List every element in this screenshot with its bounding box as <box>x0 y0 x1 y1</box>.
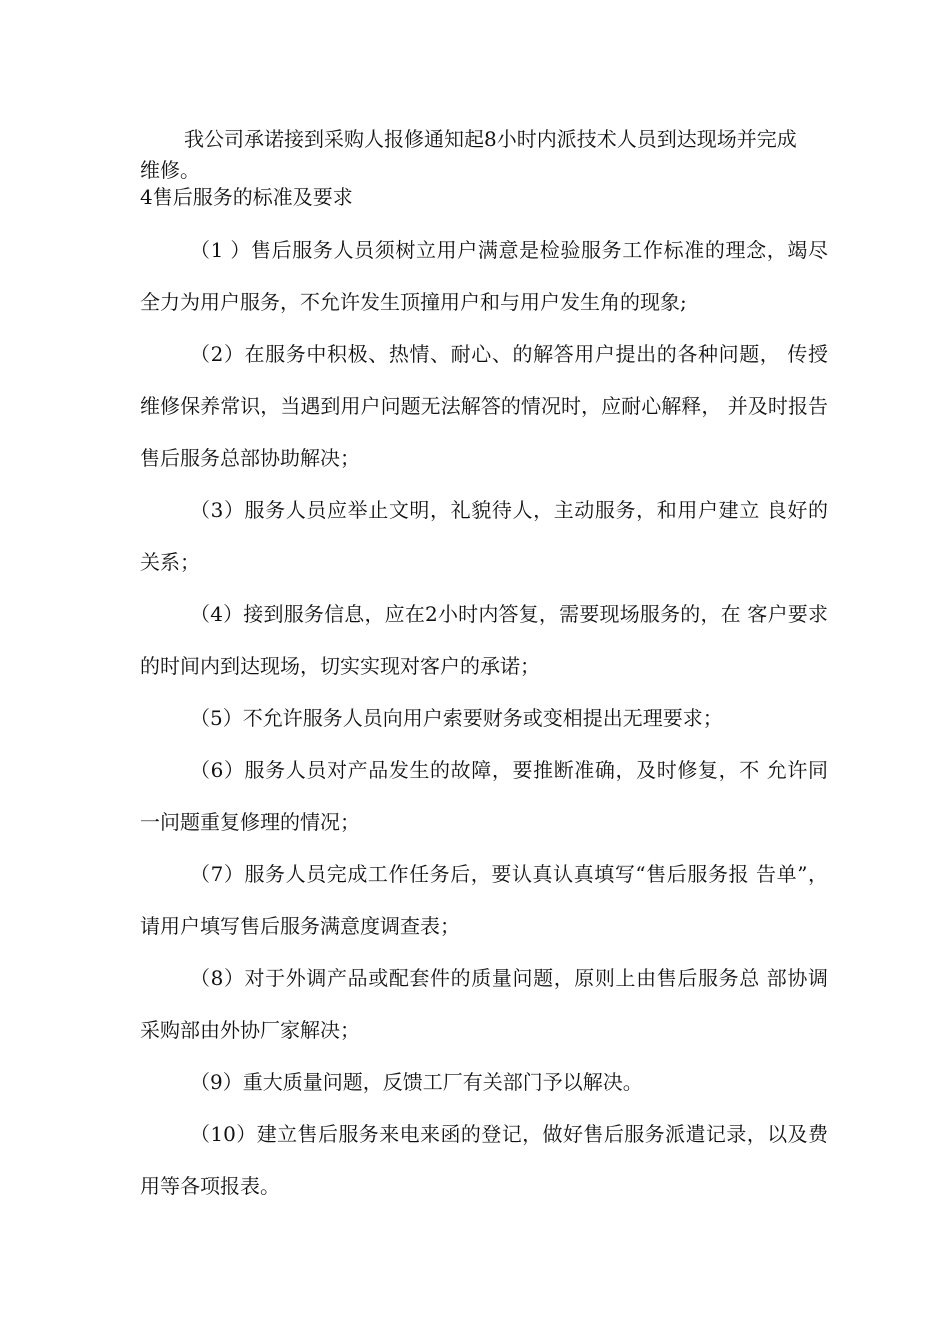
intro-paragraph: 我公司承诺接到采购人报修通知起8小时内派技术人员到达现场并完成维修。 <box>140 127 797 182</box>
list-item: （8）对于外调产品或配套件的质量问题，原则上由售后服务总 部协调采购部由外协厂家解决； <box>140 966 828 1042</box>
list-item: （3）服务人员应举止文明，礼貌待人，主动服务，和用户建立 良好的关系； <box>140 498 828 574</box>
list-item: （2）在服务中积极、热情、耐心、的解答用户提出的各种问题， 传授维修保养常识，当遇到用户问题无法解答的情况时，应耐心解释， 并及时报告售后服务总部协助解决； <box>140 342 828 470</box>
list-item: （5）不允许服务人员向用户索要财务或变相提出无理要求； <box>190 706 723 730</box>
list-item: （7）服务人员完成工作任务后，要认真认真填写“售后服务报 告单”，请用户填写售后服务满意度调查表； <box>140 862 828 938</box>
list-item: （1 ）售后服务人员须树立用户满意是检验服务工作标准的理念，竭尽全力为用户服务，不允许发生顶撞用户和与用户发生角的现象; <box>140 238 828 314</box>
list-item: （6）服务人员对产品发生的故障，要推断准确，及时修复，不 允许同一问题重复修理的情况； <box>140 758 828 834</box>
list-item: （10）建立售后服务来电来函的登记，做好售后服务派遣记录，以及费用等各项报表。 <box>140 1122 828 1198</box>
requirements-list <box>140 224 828 1212</box>
section-heading: 4售后服务的标准及要求 <box>140 185 353 209</box>
list-item: （9）重大质量问题，反馈工厂有关部门予以解决。 <box>190 1070 643 1094</box>
list-item: （4）接到服务信息，应在2小时内答复，需要现场服务的，在 客户要求的时间内到达现场，切实实现对客户的承诺； <box>140 602 828 678</box>
